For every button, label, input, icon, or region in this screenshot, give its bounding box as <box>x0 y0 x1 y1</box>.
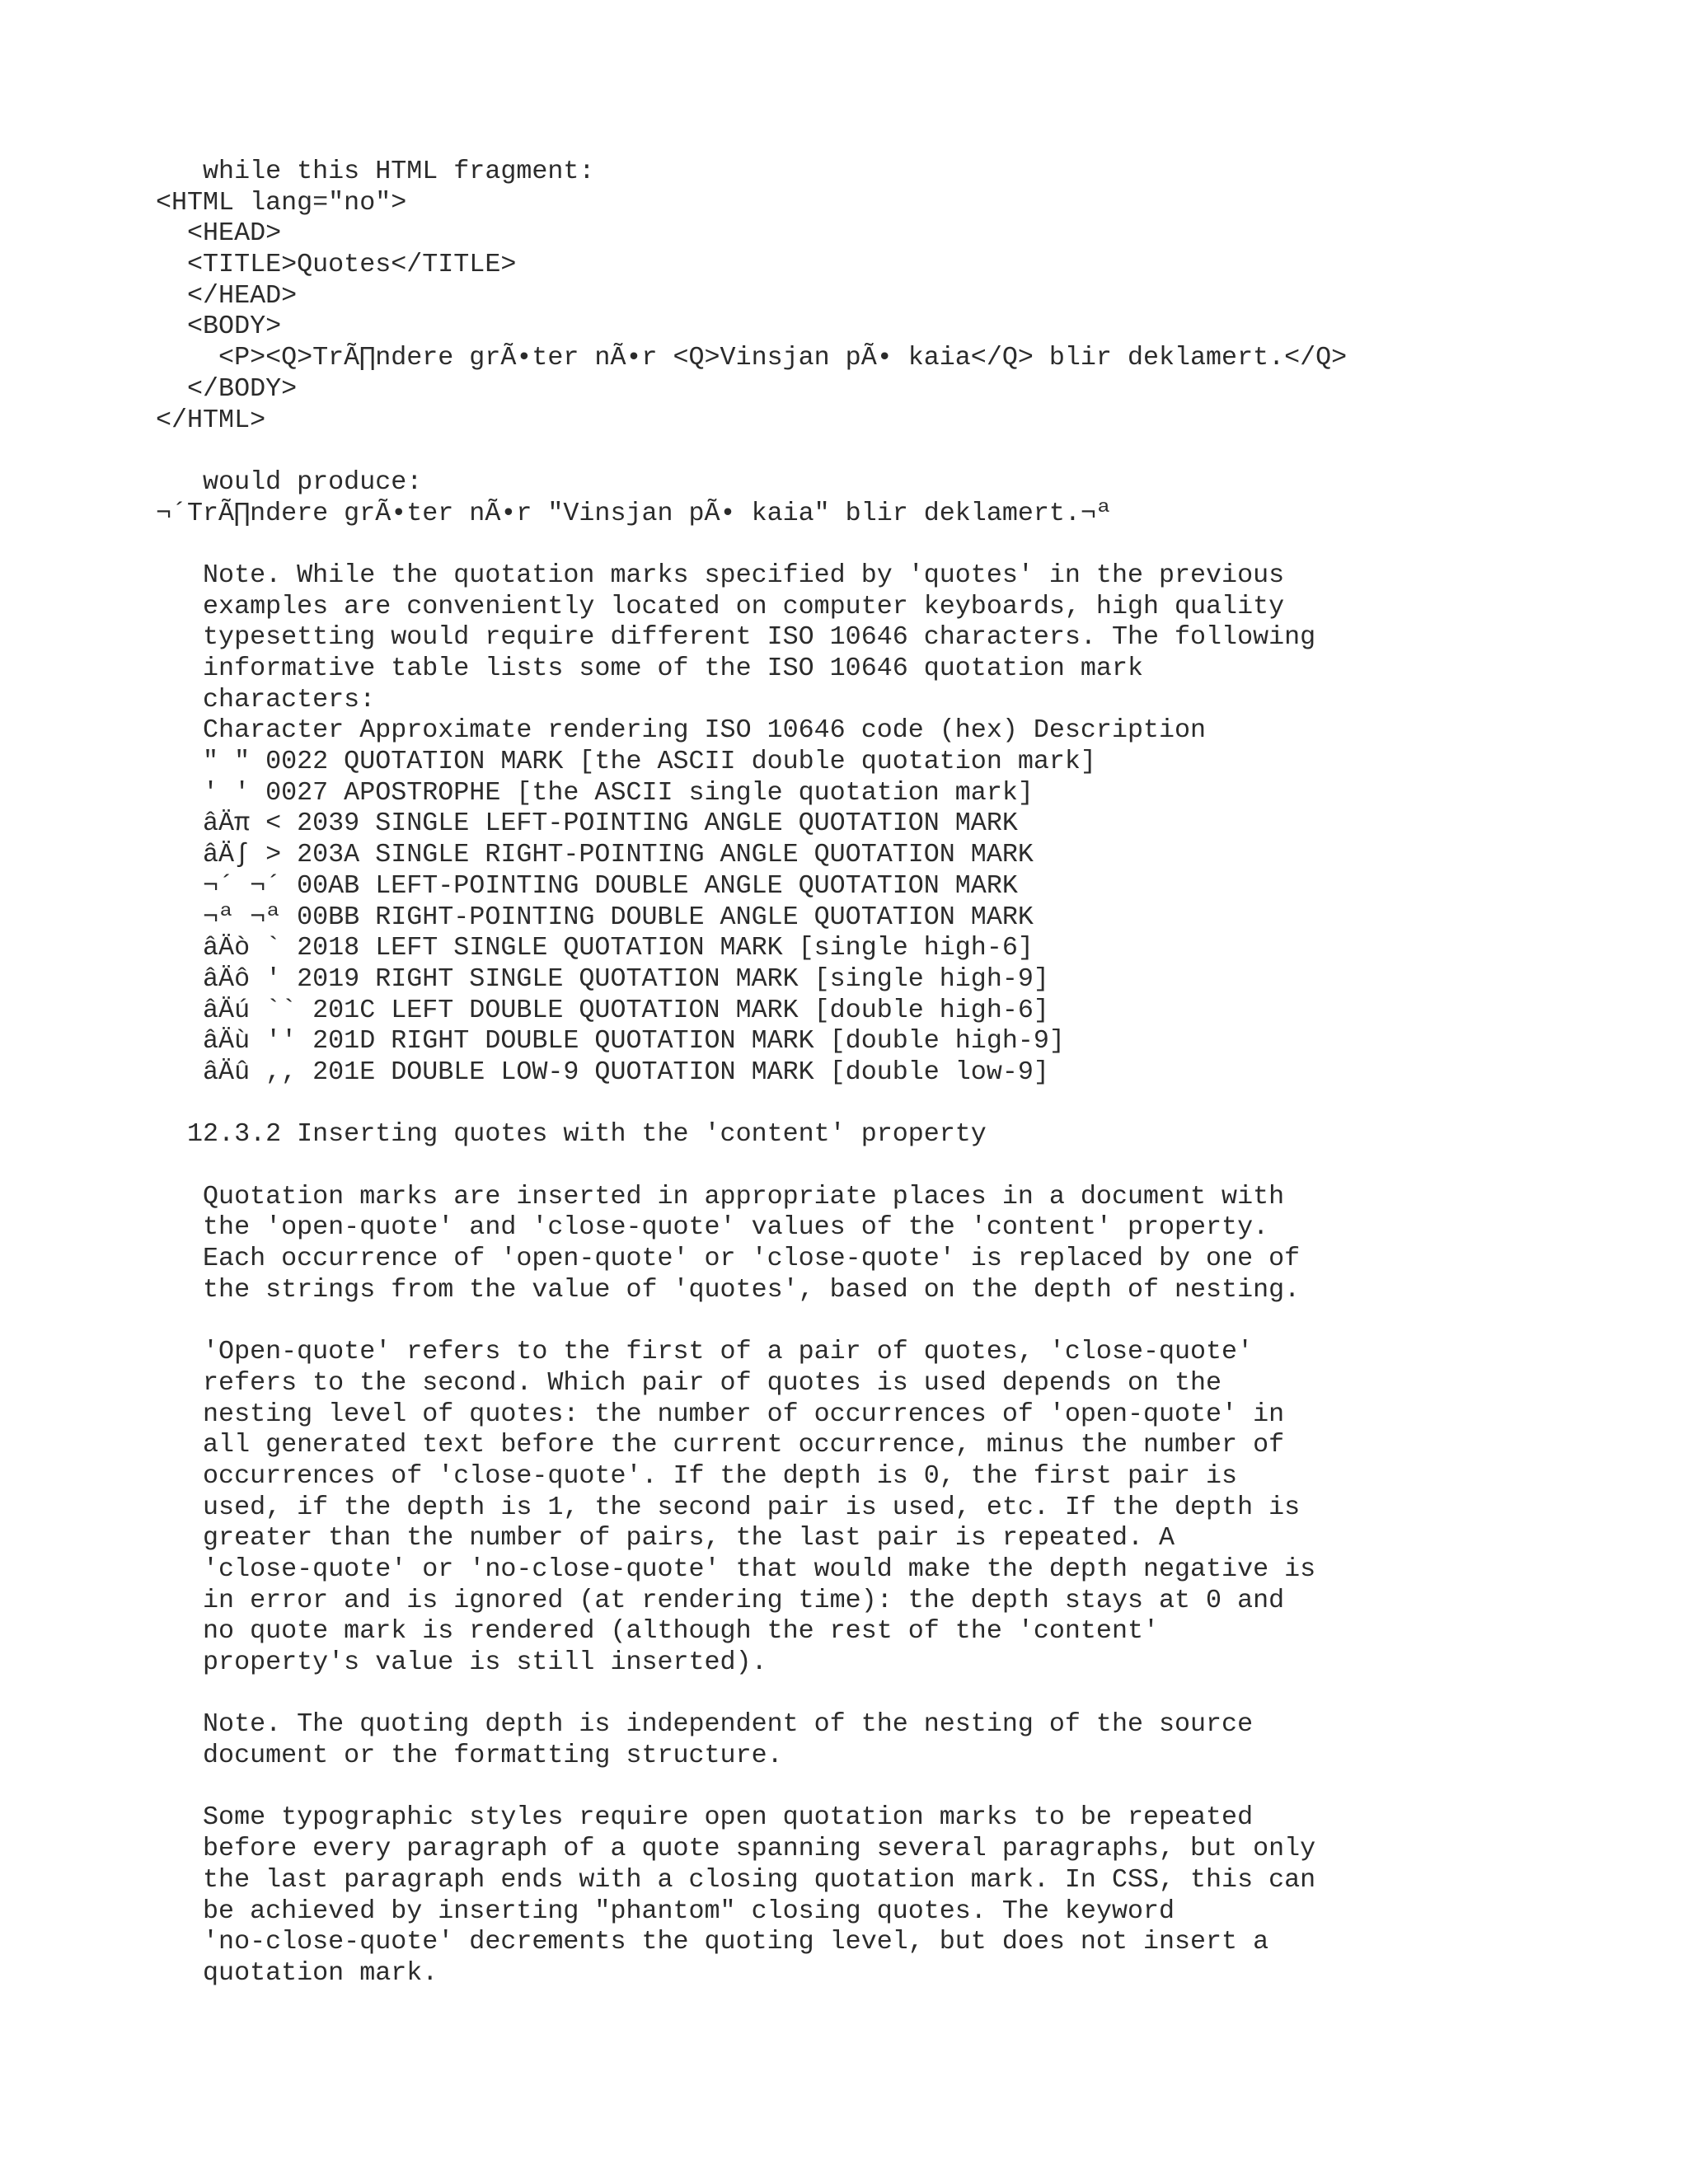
text-line <box>156 1679 1347 1710</box>
text-line <box>156 1151 1347 1182</box>
text-line: refers to the second. Which pair of quotes is used depends on the <box>156 1367 1222 1398</box>
text-line: informative table lists some of the ISO 10646 quotation mark <box>156 654 1143 683</box>
text-line: <TITLE>Quotes</TITLE> <box>156 250 517 280</box>
text-line: </HTML> <box>156 405 266 435</box>
text-line: Note. While the quotation marks specified by 'quotes' in the previous <box>156 560 1285 590</box>
text-line: <HEAD> <box>156 218 282 249</box>
text-line: would produce: <box>156 466 423 497</box>
text-line: ' ' 0027 APOSTROPHE [the ASCII single quotation mark] <box>156 777 1034 808</box>
text-line <box>156 1305 1347 1337</box>
text-line: </BODY> <box>156 373 298 404</box>
text-line: âÄπ < 2039 SINGLE LEFT-POINTING ANGLE QUOTATION MARK <box>156 808 1018 839</box>
text-line: </HEAD> <box>156 280 298 311</box>
text-line: 'close-quote' or 'no-close-quote' that would make the depth negative is <box>156 1554 1316 1584</box>
text-line: 'no-close-quote' decrements the quoting level, but does not insert a <box>156 1927 1269 1957</box>
text-line: document or the formatting structure. <box>156 1741 783 1771</box>
text-line: âÄ∫ > 203A SINGLE RIGHT-POINTING ANGLE QUOTATION MARK <box>156 840 1034 870</box>
text-line: <BODY> <box>156 312 282 342</box>
text-line: occurrences of 'close-quote'. If the depth is 0, the first pair is <box>156 1460 1238 1491</box>
text-line <box>156 436 1347 467</box>
text-line: Character Approximate rendering ISO 10646 code (hex) Description <box>156 715 1207 746</box>
text-line: characters: <box>156 684 376 715</box>
text-line: âÄô ' 2019 RIGHT SINGLE QUOTATION MARK [single high-9] <box>156 963 1049 994</box>
text-line <box>156 1089 1347 1120</box>
text-line: property's value is still inserted). <box>156 1647 767 1677</box>
document-text-block <box>156 157 1347 1990</box>
text-line: âÄú `` 201C LEFT DOUBLE QUOTATION MARK [double high-6] <box>156 995 1049 1025</box>
text-line: the strings from the value of 'quotes', based on the depth of nesting. <box>156 1274 1301 1305</box>
text-line: " " 0022 QUOTATION MARK [the ASCII double quotation mark] <box>156 747 1096 777</box>
text-line: examples are conveniently located on computer keyboards, high quality <box>156 591 1285 621</box>
text-line: used, if the depth is 1, the second pair is used, etc. If the depth is <box>156 1492 1301 1522</box>
text-line: ¬´ ¬´ 00AB LEFT-POINTING DOUBLE ANGLE QUOTATION MARK <box>156 870 1018 901</box>
text-line: âÄù '' 201D RIGHT DOUBLE QUOTATION MARK [double high-9] <box>156 1026 1065 1057</box>
text-line: âÄû ,, 201E DOUBLE LOW-9 QUOTATION MARK [double low-9] <box>156 1057 1049 1087</box>
text-line: 12.3.2 Inserting quotes with the 'content' property <box>156 1119 987 1150</box>
text-line <box>156 1772 1347 1803</box>
text-line: typesetting would require different ISO 10646 characters. The following <box>156 622 1316 653</box>
text-line: âÄò ` 2018 LEFT SINGLE QUOTATION MARK [single high-6] <box>156 933 1034 963</box>
text-line: 'Open-quote' refers to the first of a pair of quotes, 'close-quote' <box>156 1337 1254 1367</box>
text-line: the 'open-quote' and 'close-quote' values of the 'content' property. <box>156 1212 1269 1243</box>
text-line: while this HTML fragment: <box>156 157 595 186</box>
text-line: before every paragraph of a quote spanning several paragraphs, but only <box>156 1834 1316 1864</box>
text-line: in error and is ignored (at rendering time): the depth stays at 0 and <box>156 1585 1285 1615</box>
text-line: Some typographic styles require open quotation marks to be repeated <box>156 1802 1254 1833</box>
text-line: ¬ª ¬ª 00BB RIGHT-POINTING DOUBLE ANGLE QUOTATION MARK <box>156 902 1034 932</box>
text-line: <P><Q>TrÃ∏ndere grÃ•ter nÃ•r <Q>Vinsjan pÃ• kaia</Q> blir deklamert.</Q> <box>156 343 1348 373</box>
text-line: Note. The quoting depth is independent of the nesting of the source <box>156 1709 1254 1740</box>
text-line: greater than the number of pairs, the last pair is repeated. A <box>156 1523 1175 1554</box>
text-line: Each occurrence of 'open-quote' or 'close-quote' is replaced by one of <box>156 1244 1301 1274</box>
text-line: Quotation marks are inserted in appropriate places in a document with <box>156 1181 1285 1212</box>
text-line: nesting level of quotes: the number of occurrences of 'open-quote' in <box>156 1399 1285 1429</box>
text-line: the last paragraph ends with a closing quotation mark. In CSS, this can <box>156 1864 1316 1895</box>
text-line: quotation mark. <box>156 1957 438 1988</box>
text-line: no quote mark is rendered (although the rest of the 'content' <box>156 1616 1159 1647</box>
text-line <box>156 529 1347 560</box>
text-line: all generated text before the current occurrence, minus the number of <box>156 1430 1285 1460</box>
text-line: be achieved by inserting "phantom" closing quotes. The keyword <box>156 1896 1175 1926</box>
text-line: <HTML lang="no"> <box>156 187 407 218</box>
text-line: ¬´TrÃ∏ndere grÃ•ter nÃ•r "Vinsjan pÃ• kaia" blir deklamert.¬ª <box>156 498 1112 528</box>
